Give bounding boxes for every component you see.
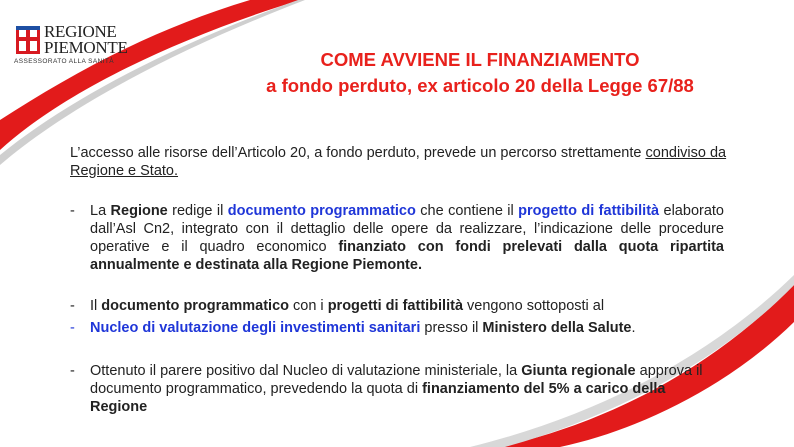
bullet-list [70, 202, 724, 416]
regione-piemonte-crest-icon [16, 26, 40, 54]
bullet-text: presso il [420, 320, 483, 336]
bullet-dash: - [70, 203, 75, 219]
bullet-bold: Regione [110, 203, 168, 219]
slide-title [220, 47, 740, 99]
bullet-dash: - [70, 298, 75, 314]
bullet-text: Il [90, 298, 102, 314]
bullet-dash: - [70, 320, 75, 336]
bullet-text: La [90, 203, 111, 219]
bullet-keyword: documento programmatico [227, 203, 416, 219]
regione-piemonte-logo [14, 22, 144, 68]
bullet-item [70, 297, 724, 315]
bullet-bold: documento programmatico [101, 298, 289, 314]
bullet-text: elaborato dall’Asl Cn2, integrato con il dettaglio delle opere da realizzare, l’indicazione delle procedure operative e il quadro economico [90, 203, 724, 255]
bullet-text: approva il documento programmatico, prevedendo la quota di [90, 363, 703, 397]
bullet-bold: finanziato con fondi prelevati dalla quota ripartita annualmente e destinata alla Regione Piemonte. [90, 239, 724, 273]
title-line1: COME AVVIENE IL FINANZIAMENTO [320, 49, 640, 70]
bullet-text: . [631, 320, 636, 336]
bullet-item [70, 202, 724, 274]
title-line2: a fondo perduto, ex articolo 20 della Legge 67/88 [266, 75, 694, 96]
bullet-keyword: Nucleo di valutazione degli investimenti sanitari [90, 320, 421, 336]
intro-underlined-text: condiviso da Regione e Stato. [70, 145, 727, 179]
bullet-text: che contiene il [415, 203, 519, 219]
intro-text: L’accesso alle risorse dell’Articolo 20, a fondo perduto, prevede un percorso strettamente [70, 145, 646, 161]
bullet-item [70, 319, 724, 337]
bullet-text: redige il [167, 203, 228, 219]
bullet-item [70, 362, 724, 416]
logo-line1: REGIONE [44, 22, 117, 41]
intro-paragraph [70, 144, 730, 180]
logo-subtitle: ASSESSORATO ALLA SANITÀ [14, 58, 114, 65]
bullet-text: con i [289, 298, 328, 314]
bullet-keyword: progetto di fattibilità [518, 203, 660, 219]
bullet-text: vengono sottoposti al [463, 298, 605, 314]
bullet-bold: Ministero della Salute [482, 320, 632, 336]
bullet-bold: progetti di fattibilità [327, 298, 464, 314]
bullet-text: Ottenuto il parere positivo dal Nucleo di valutazione ministeriale, la [90, 363, 522, 379]
logo-wordmark [44, 24, 128, 56]
bullet-bold: Giunta regionale [521, 363, 636, 379]
bullet-bold: finanziamento del 5% a carico della Regione [90, 381, 666, 415]
logo-line2: PIEMONTE [44, 38, 128, 57]
bullet-dash: - [70, 363, 75, 379]
